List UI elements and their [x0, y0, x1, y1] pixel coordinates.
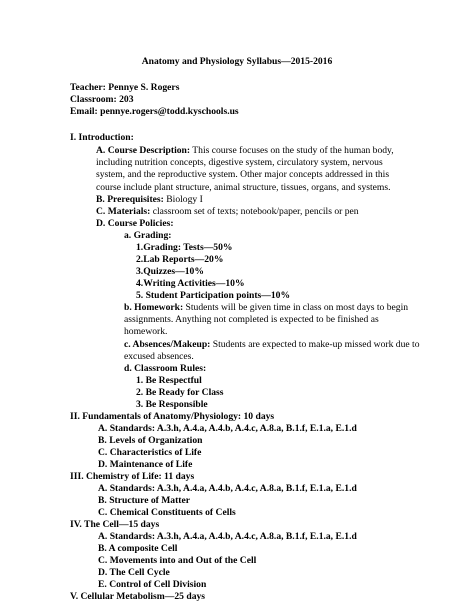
unit-item: C. Movements into and Out of the Cell	[98, 555, 257, 566]
intro-heading: I. Introduction:	[70, 132, 134, 143]
homework-policy	[124, 302, 424, 339]
classroom-line: Classroom: 203	[70, 94, 134, 105]
unit-item: B. Levels of Organization	[98, 435, 203, 446]
unit-heading: II. Fundamentals of Anatomy/Physiology: 10 days	[70, 411, 275, 422]
rule-item: 2. Be Ready for Class	[136, 387, 224, 398]
classroom-rules-label: d. Classroom Rules:	[124, 363, 207, 374]
homework-text: Students will be given time in class on most days to begin assignments. Anything not completed is expected to be finished as homework.	[124, 302, 409, 338]
unit-item: A. Standards: A.3.h, A.4.a, A.4.b, A.4.c, A.8.a, B.1.f, E.1.a, E.1.d	[98, 483, 357, 494]
materials-label: C. Materials:	[96, 206, 151, 217]
grading-item: 2.Lab Reports—20%	[136, 254, 224, 265]
grading-item: 1.Grading: Tests—50%	[136, 242, 233, 253]
prerequisites-text: Biology I	[163, 194, 203, 205]
prerequisites-label: B. Prerequisites:	[96, 194, 164, 205]
materials-text: classroom set of texts; notebook/paper, pencils or pen	[150, 206, 359, 217]
grading-label: a. Grading:	[124, 230, 172, 241]
rule-item: 3. Be Responsible	[136, 399, 208, 410]
document-title: Anatomy and Physiology Syllabus—2015-2016	[141, 56, 333, 67]
homework-label: b. Homework:	[124, 302, 184, 313]
absences-label: c. Absences/Makeup:	[124, 339, 211, 350]
rule-item: 1. Be Respectful	[136, 375, 202, 386]
unit-item: E. Control of Cell Division	[98, 579, 207, 590]
unit-item: D. The Cell Cycle	[98, 567, 170, 578]
teacher-line: Teacher: Pennye S. Rogers	[70, 82, 180, 93]
course-description	[96, 145, 414, 194]
email-line: Email: pennye.rogers@todd.kyschools.us	[70, 106, 239, 117]
course-description-label: A. Course Description:	[96, 145, 191, 156]
unit-item: B. A composite Cell	[98, 543, 178, 554]
grading-item: 5. Student Participation points—10%	[136, 290, 291, 301]
unit-item: D. Maintenance of Life	[98, 459, 193, 470]
unit-item: C. Characteristics of Life	[98, 447, 202, 458]
unit-heading: III. Chemistry of Life: 11 days	[70, 471, 195, 482]
materials	[96, 206, 359, 218]
unit-heading: V. Cellular Metabolism—25 days	[70, 591, 206, 602]
grading-item: 3.Quizzes—10%	[136, 266, 204, 277]
unit-item: C. Chemical Constituents of Cells	[98, 507, 236, 518]
unit-item: B. Structure of Matter	[98, 495, 190, 506]
absences-policy	[124, 339, 424, 363]
absences-text: Students are expected to make-up missed work due to excused absences.	[124, 339, 420, 363]
course-policies-label: D. Course Policies:	[96, 218, 174, 229]
prerequisites	[96, 194, 203, 206]
unit-heading: IV. The Cell—15 days	[70, 519, 160, 530]
unit-item: A. Standards: A.3.h, A.4.a, A.4.b, A.4.c, A.8.a, B.1.f, E.1.a, E.1.d	[98, 423, 357, 434]
grading-item: 4.Writing Activities—10%	[136, 278, 245, 289]
course-description-text: This course focuses on the study of the human body, including nutrition concepts, digestive system, circulatory system, nervous system, and the reproductive system. Other major concepts addressed in this course include plant structure, animal structure, tissues, organs, and systems.	[96, 145, 394, 193]
unit-item: A. Standards: A.3.h, A.4.a, A.4.b, A.4.c, A.8.a, B.1.f, E.1.a, E.1.d	[98, 531, 357, 542]
